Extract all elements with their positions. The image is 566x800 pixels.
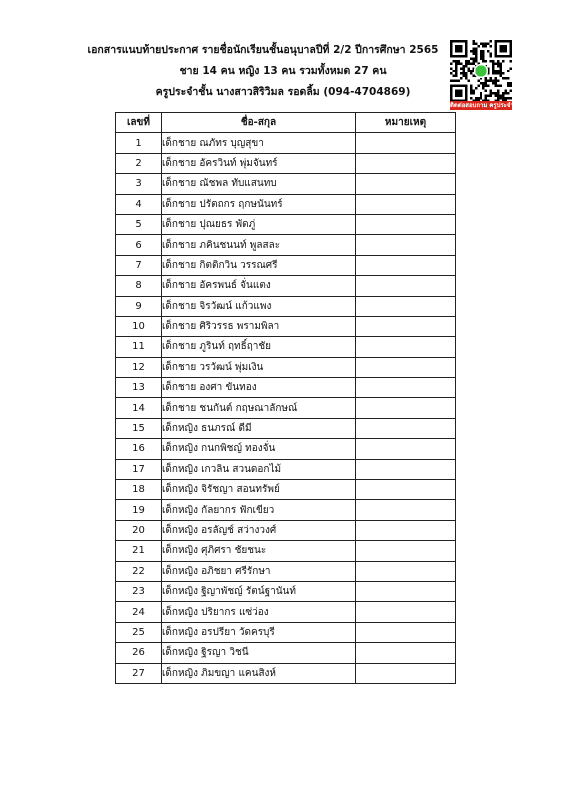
student-note: [356, 194, 456, 214]
table-row: [116, 602, 456, 622]
student-name: เด็กชาย ชนกันต์ กฤษณาลักษณ์: [162, 398, 356, 418]
student-number: 25: [116, 622, 162, 642]
table-row: [116, 622, 456, 642]
student-note: [356, 643, 456, 663]
table-row: [116, 459, 456, 479]
student-name: เด็กหญิง จิรัชญา สอนทรัพย์: [162, 480, 356, 500]
student-number: 4: [116, 194, 162, 214]
student-name: เด็กหญิง ธนภรณ์ ดีมี: [162, 418, 356, 438]
student-name: เด็กชาย อัครวินท์ พุ่มจันทร์: [162, 153, 356, 173]
student-note: [356, 439, 456, 459]
table-row: [116, 296, 456, 316]
student-count: ชาย 14 คน หญิง 13 คน รวมทั้งหมด 27 คน: [179, 65, 387, 77]
student-note: [356, 602, 456, 622]
column-header-name: ชื่อ-สกุล: [162, 113, 356, 133]
table-row: [116, 398, 456, 418]
student-note: [356, 418, 456, 438]
student-note: [356, 480, 456, 500]
student-number: 23: [116, 581, 162, 601]
student-number: 2: [116, 153, 162, 173]
table-row: [116, 520, 456, 540]
qr-caption: ติดต่อสอบถาม ครูประจำชั้น: [450, 102, 522, 109]
column-header-number: เลขที่: [116, 113, 162, 133]
student-number: 14: [116, 398, 162, 418]
student-number: 6: [116, 235, 162, 255]
student-number: 27: [116, 663, 162, 683]
student-name: เด็กหญิง ภิมขญา แคนสิงห์: [162, 663, 356, 683]
student-note: [356, 316, 456, 336]
student-name: เด็กชาย อัครพนธ์ จั่นแตง: [162, 276, 356, 296]
student-note: [356, 622, 456, 642]
table-row: [116, 194, 456, 214]
table-row: [116, 643, 456, 663]
student-note: [356, 357, 456, 377]
student-number: 3: [116, 174, 162, 194]
student-name: เด็กหญิง ศุภิศรา ชัยชนะ: [162, 541, 356, 561]
student-number: 7: [116, 255, 162, 275]
student-name: เด็กหญิง อรปรียา วัดครบุรี: [162, 622, 356, 642]
student-name: เด็กชาย กิตติกวิน วรรณศรี: [162, 255, 356, 275]
student-number: 10: [116, 316, 162, 336]
table-row: [116, 133, 456, 153]
table-row: [116, 663, 456, 683]
table-row: [116, 153, 456, 173]
student-name: เด็กหญิง กนกพิชญ์ ทองจั่น: [162, 439, 356, 459]
student-note: [356, 276, 456, 296]
table-row: [116, 214, 456, 234]
homeroom-teacher: ครูประจำชั้น นางสาวสิริวิมล รอดลิ้ม (094-4704869): [155, 86, 411, 98]
document-title: เอกสารแนบท้ายประกาศ รายชื่อนักเรียนชั้นอนุบาลปีที่ 2/2 ปีการศึกษา 2565: [87, 44, 439, 56]
student-name: เด็กชาย ปุณยธร พัดภู่: [162, 214, 356, 234]
student-note: [356, 581, 456, 601]
student-name: เด็กหญิง อภิชยา ศรีรักษา: [162, 561, 356, 581]
student-name: เด็กชาย ศิริวรรธ พรามพิลา: [162, 316, 356, 336]
student-number: 12: [116, 357, 162, 377]
student-note: [356, 561, 456, 581]
student-name: เด็กชาย องศา ขันทอง: [162, 378, 356, 398]
student-name: เด็กชาย ปรัตถกร ฤกษนันทร์: [162, 194, 356, 214]
student-note: [356, 153, 456, 173]
student-number: 11: [116, 337, 162, 357]
student-number: 22: [116, 561, 162, 581]
table-row: [116, 480, 456, 500]
student-number: 16: [116, 439, 162, 459]
student-note: [356, 520, 456, 540]
student-number: 26: [116, 643, 162, 663]
table-row: [116, 418, 456, 438]
student-note: [356, 337, 456, 357]
student-number: 19: [116, 500, 162, 520]
table-row: [116, 357, 456, 377]
student-number: 1: [116, 133, 162, 153]
table-row: [116, 174, 456, 194]
table-row: [116, 337, 456, 357]
student-number: 17: [116, 459, 162, 479]
student-name: เด็กหญิง ปริยากร แซ่ว่อง: [162, 602, 356, 622]
student-name: เด็กหญิง ฐิรญา วิชนี: [162, 643, 356, 663]
student-name: เด็กหญิง กัลยากร ฟักเขียว: [162, 500, 356, 520]
table-row: [116, 541, 456, 561]
column-header-note: หมายเหตุ: [356, 113, 456, 133]
student-name: เด็กชาย ณัชพล ทับแสนทบ: [162, 174, 356, 194]
table-header-row: [116, 113, 456, 133]
student-name: เด็กหญิง อรลัญช์ สว่างวงศ์: [162, 520, 356, 540]
student-name: เด็กชาย ภคินชนนท์ พูลสละ: [162, 235, 356, 255]
student-note: [356, 255, 456, 275]
table-row: [116, 581, 456, 601]
table-row: [116, 561, 456, 581]
table-row: [116, 316, 456, 336]
student-name: เด็กหญิง ฐิญาพัชญ์ รัตน์ฐานันท์: [162, 581, 356, 601]
student-number: 20: [116, 520, 162, 540]
student-name: เด็กชาย ภูรินท์ ฤทธิ์ฤาชัย: [162, 337, 356, 357]
student-number: 9: [116, 296, 162, 316]
student-note: [356, 133, 456, 153]
student-note: [356, 174, 456, 194]
student-name: เด็กหญิง เกวลิน สวนดอกไม้: [162, 459, 356, 479]
student-name: เด็กชาย จิรวัฒน์ แก้วแพง: [162, 296, 356, 316]
student-name: เด็กชาย วรวัฒน์ พุ่มเงิน: [162, 357, 356, 377]
table-row: [116, 235, 456, 255]
table-row: [116, 500, 456, 520]
student-number: 5: [116, 214, 162, 234]
table-row: [116, 276, 456, 296]
student-number: 8: [116, 276, 162, 296]
student-number: 18: [116, 480, 162, 500]
table-row: [116, 255, 456, 275]
table-row: [116, 378, 456, 398]
student-number: 21: [116, 541, 162, 561]
student-note: [356, 296, 456, 316]
student-note: [356, 378, 456, 398]
student-note: [356, 500, 456, 520]
student-note: [356, 663, 456, 683]
table-row: [116, 439, 456, 459]
qr-code-icon: [450, 40, 512, 102]
student-note: [356, 541, 456, 561]
student-number: 15: [116, 418, 162, 438]
student-roster-table: [115, 112, 456, 684]
student-number: 24: [116, 602, 162, 622]
student-note: [356, 235, 456, 255]
student-name: เด็กชาย ณภัทร บุญสุขา: [162, 133, 356, 153]
student-note: [356, 398, 456, 418]
student-note: [356, 459, 456, 479]
student-number: 13: [116, 378, 162, 398]
student-note: [356, 214, 456, 234]
